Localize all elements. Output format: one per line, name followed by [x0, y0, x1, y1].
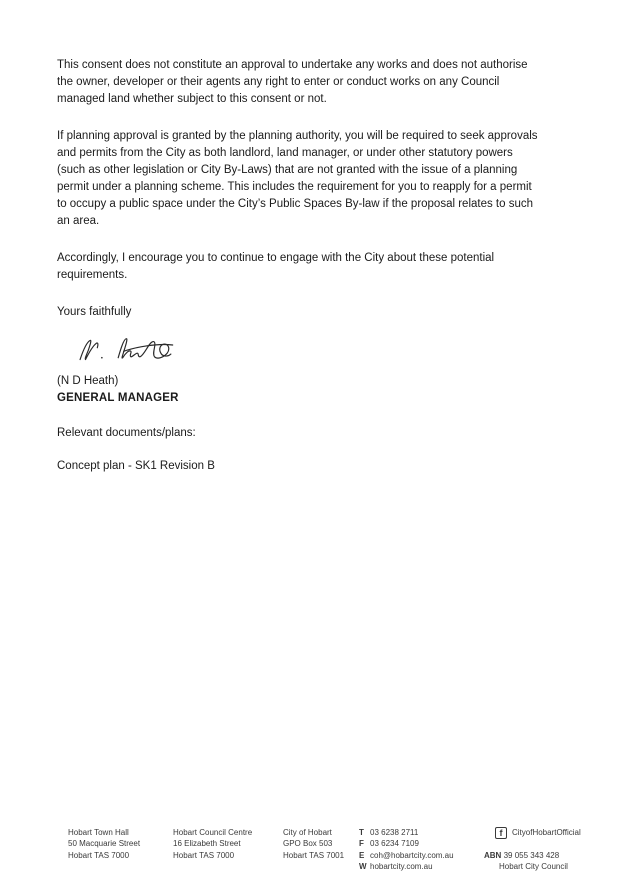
address-line: Hobart TAS 7000 — [173, 850, 235, 860]
footer-social-abn — [484, 827, 581, 873]
contact-fax — [359, 838, 454, 849]
signatory-name: (N D Heath) — [57, 375, 119, 387]
text-line: the owner, developer or their agents any right to enter or conduct works on any Council — [57, 76, 500, 88]
handwritten-signature — [71, 329, 577, 373]
signatory-title: GENERAL MANAGER — [57, 392, 179, 404]
paragraph-encouragement — [57, 250, 577, 284]
signature-ink-icon — [71, 329, 189, 371]
attachment-item: Concept plan - SK1 Revision B — [57, 460, 215, 472]
contact-website — [359, 861, 454, 872]
address-line: City of Hobart — [283, 828, 332, 837]
contact-phone — [359, 827, 454, 838]
address-line: 16 Elizabeth Street — [173, 839, 241, 849]
contact-email — [359, 850, 454, 861]
facebook-icon: f — [495, 827, 507, 839]
contact-value: coh@hobartcity.com.au — [370, 850, 454, 860]
organisation-name: Hobart City Council — [499, 862, 568, 872]
address-line: Hobart TAS 7000 — [68, 850, 130, 860]
text-line: (such as other legislation or City By-Laws) that are not granted with the issue of a planning — [57, 164, 518, 176]
footer-address-town-hall — [68, 827, 140, 861]
contact-label: F — [359, 839, 364, 849]
text-line: This consent does not constitute an approval to undertake any works and does not authorise — [57, 59, 528, 71]
contact-value: 03 6234 7109 — [370, 839, 419, 849]
address-line: Hobart TAS 7001 — [283, 850, 345, 860]
facebook-handle: CityofHobartOfficial — [512, 828, 581, 838]
address-line: Hobart Town Hall — [68, 828, 129, 837]
text-line: managed land whether subject to this consent or not. — [57, 93, 327, 105]
abn-label: ABN — [484, 851, 502, 860]
contact-label: T — [359, 828, 364, 837]
text-line: and permits from the City as both landlord, land manager, or under other statutory powers — [57, 147, 513, 159]
address-line: 50 Macquarie Street — [68, 839, 141, 849]
contact-value: hobartcity.com.au — [370, 861, 433, 871]
text-line: permit under a planning scheme. This includes the requirement for you to reapply for a permit — [57, 181, 532, 193]
address-line: GPO Box 503 — [283, 839, 333, 849]
paragraph-consent — [57, 57, 577, 108]
facebook-row — [495, 827, 581, 839]
letter-body — [57, 57, 577, 475]
text-line: requirements. — [57, 269, 128, 281]
closing-salutation: Yours faithfully — [57, 306, 132, 318]
contact-label: E — [359, 850, 365, 860]
abn-row — [484, 850, 581, 861]
footer-address-postal — [283, 827, 344, 861]
contact-value: 03 6238 2711 — [370, 828, 419, 837]
footer-address-council-centre — [173, 827, 252, 861]
footer-contacts — [359, 827, 454, 872]
contact-label: W — [359, 861, 367, 871]
text-line: If planning approval is granted by the planning authority, you will be required to seek approvals — [57, 130, 538, 142]
abn-value: 39 055 343 428 — [503, 851, 560, 860]
text-line: Accordingly, I encourage you to continue to engage with the City about these potential — [57, 252, 495, 264]
address-line: Hobart Council Centre — [173, 828, 253, 837]
paragraph-planning-approval — [57, 128, 577, 230]
attachments-heading: Relevant documents/plans: — [57, 427, 196, 439]
text-line: an area. — [57, 215, 100, 227]
text-line: to occupy a public space under the City’s Public Spaces By-law if the proposal relates to such — [57, 198, 534, 210]
